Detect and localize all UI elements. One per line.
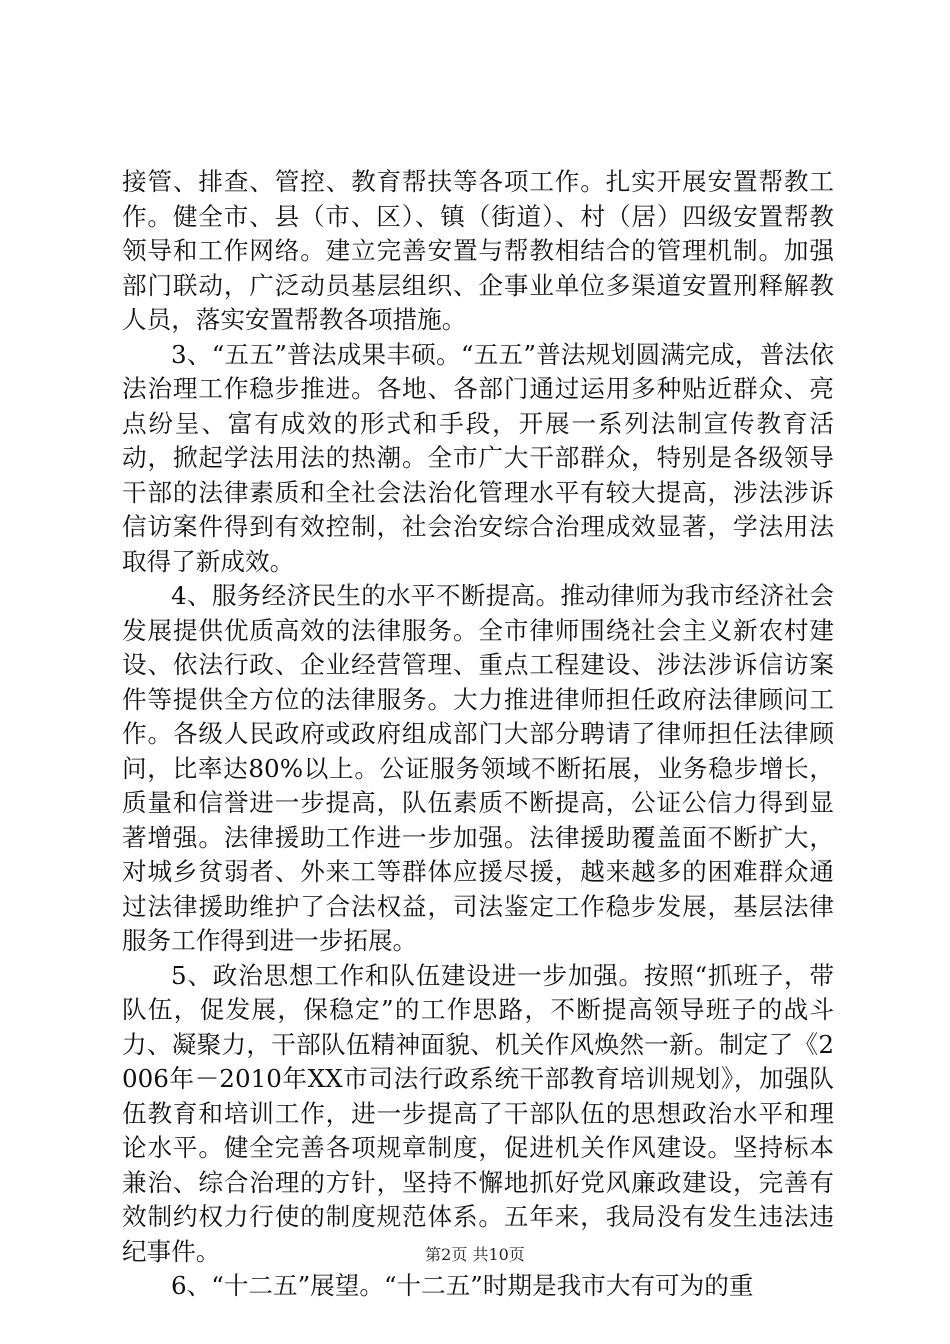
paragraph-4: 5、政治思想工作和队伍建设进一步加强。按照“抓班子，带队伍，促发展，保稳定”的工作思路，不断提高领导班子的战斗力、凝聚力，干部队伍精神面貌、机关作风焕然一新。制定了《2006年－2010年XX市司法行政系统干部教育培训规划》，加强队伍教育和培训工作，进一步提高了干部队伍的思想政治水平和理论水平。健全完善各项规章制度，促进机关作风建设。坚持标本兼治、综合治理的方针，坚持不懈地抓好党风廉政建设，完善有效制约权力行使的制度规范体系。五年来，我局没有发生违法违纪事件。: [122, 960, 834, 1266]
paragraph-2: 3、“五五”普法成果丰硕。“五五”普法规划圆满完成，普法依法治理工作稳步推进。各地、各部门通过运用多种贴近群众、亮点纷呈、富有成效的形式和手段，开展一系列法制宣传教育活动，掀起学法用法的热潮。全市广大干部群众，特别是各级领导干部的法律素质和全社会法治化管理水平有较大提高，涉法涉诉信访案件得到有效控制，社会治安综合治理成效显著，学法用法取得了新成效。: [122, 339, 834, 576]
page-footer: 第2页 共10页: [425, 1245, 525, 1264]
paragraph-5: 6、“十二五”展望。“十二五”时期是我市大有可为的重: [171, 1271, 754, 1300]
document-body: [122, 165, 834, 1304]
paragraph-1: 接管、排查、管控、教育帮扶等各项工作。扎实开展安置帮教工作。健全市、县（市、区）、镇（街道）、村（居）四级安置帮教领导和工作网络。建立完善安置与帮教相结合的管理机制。加强部门联动，广泛动员基层组织、企事业单位多渠道安置刑释解教人员，落实安置帮教各项措施。: [122, 167, 834, 334]
paragraph-3: 4、服务经济民生的水平不断提高。推动律师为我市经济社会发展提供优质高效的法律服务。全市律师围绕社会主义新农村建设、依法行政、企业经营管理、重点工程建设、涉法涉诉信访案件等提供全方位的法律服务。大力推进律师担任政府法律顾问工作。各级人民政府或政府组成部门大部分聘请了律师担任法律顾问，比率达80%以上。公证服务领域不断拓展，业务稳步增长，质量和信誉进一步提高，队伍素质不断提高，公证公信力得到显著增强。法律援助工作进一步加强。法律援助覆盖面不断扩大，对城乡贫弱者、外来工等群体应援尽援，越来越多的困难群众通过法律援助维护了合法权益，司法鉴定工作稳步发展，基层法律服务工作得到进一步拓展。: [122, 581, 834, 955]
